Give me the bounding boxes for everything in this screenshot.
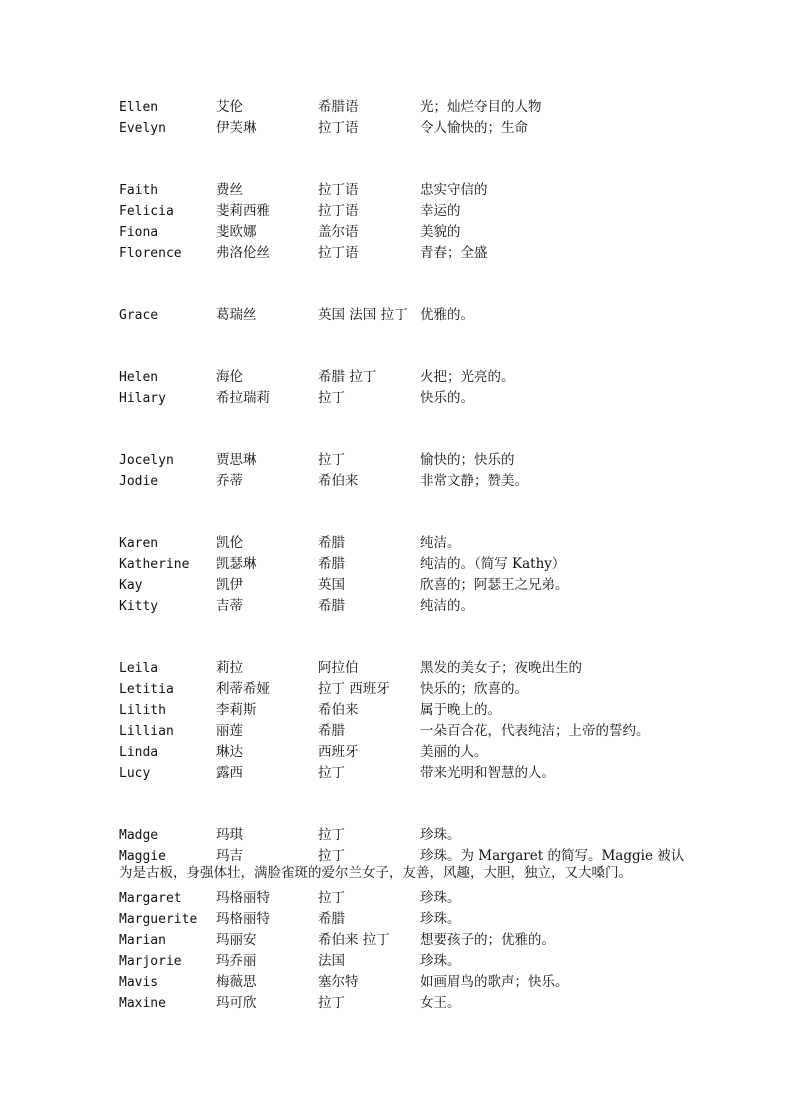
english-name: Leila: [119, 661, 159, 676]
chinese-name: 丽莲: [216, 723, 243, 739]
maggie-meaning-continuation: 为是古板，身强体壮，满脸雀斑的爱尔兰女子，友善，风趣，大胆，独立，又大嗓门。: [119, 865, 632, 881]
english-name: Evelyn: [119, 121, 166, 136]
chinese-name: 吉蒂: [216, 598, 243, 614]
english-name: Katherine: [119, 557, 190, 572]
name-meaning: 想要孩子的；优雅的。: [420, 932, 555, 948]
name-entry-row: [119, 118, 679, 139]
chinese-name: 斐欧娜: [216, 224, 257, 240]
name-origin: 希伯来 拉丁: [318, 932, 390, 948]
chinese-name: 葛瑞丝: [216, 307, 257, 323]
english-name: Kay: [119, 578, 143, 593]
name-meaning: 火把；光亮的。: [420, 369, 515, 385]
name-origin: 法国: [318, 953, 345, 969]
name-entry-row: [119, 305, 679, 326]
chinese-name: 海伦: [216, 369, 243, 385]
name-meaning: 快乐的；欣喜的。: [420, 681, 528, 697]
chinese-name: 玛可欣: [216, 995, 257, 1011]
chinese-name: 利蒂希娅: [216, 681, 270, 697]
name-meaning: 带来光明和智慧的人。: [420, 765, 555, 781]
chinese-name: 弗洛伦丝: [216, 245, 270, 261]
name-meaning: 属于晚上的。: [420, 702, 501, 718]
name-meaning: 美丽的人。: [420, 744, 488, 760]
name-entry-row: [119, 97, 679, 118]
name-origin: 希腊语: [318, 99, 359, 115]
name-entry-row: [119, 742, 679, 763]
english-name: Marian: [119, 933, 166, 948]
english-name: Florence: [119, 246, 182, 261]
english-name: Grace: [119, 308, 159, 323]
name-meaning: 纯洁的。: [420, 598, 474, 614]
name-origin: 拉丁: [318, 890, 345, 906]
english-name: Fiona: [119, 225, 159, 240]
name-entry-row: [119, 679, 679, 700]
name-entry-row: [119, 909, 679, 930]
name-entry-row: [119, 180, 679, 201]
english-name: Kitty: [119, 599, 159, 614]
english-name: Letitia: [119, 682, 174, 697]
chinese-name: 凯瑟琳: [216, 556, 257, 572]
name-origin: 英国: [318, 577, 345, 593]
chinese-name: 斐莉西雅: [216, 203, 270, 219]
name-entry-row: [119, 471, 679, 492]
chinese-name: 玛格丽特: [216, 890, 270, 906]
name-meaning: 珍珠。: [420, 890, 461, 906]
name-meaning: 纯洁。: [420, 535, 461, 551]
name-origin: 希腊: [318, 556, 345, 572]
name-origin: 西班牙: [318, 744, 359, 760]
name-origin: 拉丁语: [318, 182, 359, 198]
english-name: Jodie: [119, 474, 159, 489]
name-origin: 塞尔特: [318, 974, 359, 990]
name-meaning: 女王。: [420, 995, 461, 1011]
name-meaning: 光；灿烂夺目的人物: [420, 99, 542, 115]
name-origin: 希伯来: [318, 473, 359, 489]
chinese-name: 梅薇思: [216, 974, 257, 990]
chinese-name: 希拉瑞莉: [216, 390, 270, 406]
name-origin: 拉丁语: [318, 203, 359, 219]
english-name: Maggie: [119, 849, 166, 864]
name-meaning: 一朵百合花，代表纯洁；上帝的誓约。: [420, 723, 650, 739]
name-entry-row: [119, 367, 679, 388]
name-meaning: 青春；全盛: [420, 245, 488, 261]
name-origin: 拉丁: [318, 765, 345, 781]
name-meaning: 优雅的。: [420, 307, 474, 323]
name-meaning: 愉快的；快乐的: [420, 452, 515, 468]
name-entry-row: [119, 575, 679, 596]
english-name: Marguerite: [119, 912, 198, 927]
name-meaning: 欣喜的；阿瑟王之兄弟。: [420, 577, 569, 593]
name-origin: 希腊: [318, 535, 345, 551]
english-name: Linda: [119, 745, 159, 760]
chinese-name: 琳达: [216, 744, 243, 760]
name-origin: 拉丁 西班牙: [318, 681, 390, 697]
name-entry-row: [119, 222, 679, 243]
name-origin: 阿拉伯: [318, 660, 359, 676]
name-entry-row: [119, 930, 679, 951]
name-origin: 英国 法国 拉丁: [318, 307, 408, 323]
name-origin: 盖尔语: [318, 224, 359, 240]
name-entry-row: [119, 450, 679, 471]
name-origin: 希腊: [318, 723, 345, 739]
chinese-name: 玛乔丽: [216, 953, 257, 969]
name-meaning: 非常文静；赞美。: [420, 473, 528, 489]
chinese-name: 伊芙琳: [216, 120, 257, 136]
name-meaning: 忠实守信的: [420, 182, 488, 198]
english-name: Ellen: [119, 100, 159, 115]
english-name: Lillian: [119, 724, 174, 739]
name-entry-row: [119, 201, 679, 222]
name-origin: 希腊: [318, 911, 345, 927]
name-entry-row: [119, 596, 679, 617]
name-entry-row: [119, 388, 679, 409]
name-origin: 希腊: [318, 598, 345, 614]
english-name: Lilith: [119, 703, 166, 718]
chinese-name: 艾伦: [216, 99, 243, 115]
english-name: Faith: [119, 183, 159, 198]
name-origin: 拉丁: [318, 390, 345, 406]
name-entry-row: [119, 888, 679, 909]
name-meaning: 快乐的。: [420, 390, 474, 406]
name-entry-row: [119, 533, 679, 554]
english-name: Marjorie: [119, 954, 182, 969]
name-entry-row: [119, 554, 679, 575]
name-meaning: 珍珠。: [420, 911, 461, 927]
chinese-name: 玛丽安: [216, 932, 257, 948]
name-origin: 希伯来: [318, 702, 359, 718]
name-origin: 拉丁语: [318, 245, 359, 261]
english-name: Mavis: [119, 975, 159, 990]
english-name: Felicia: [119, 204, 174, 219]
chinese-name: 莉拉: [216, 660, 243, 676]
english-name: Jocelyn: [119, 453, 174, 468]
english-name: Madge: [119, 828, 159, 843]
name-origin: 希腊 拉丁: [318, 369, 377, 385]
english-name: Karen: [119, 536, 159, 551]
name-meaning: 如画眉鸟的歌声；快乐。: [420, 974, 569, 990]
name-meaning: 纯洁的。（简写 Kathy）: [420, 556, 566, 572]
chinese-name: 乔蒂: [216, 473, 243, 489]
name-meaning: 美貌的: [420, 224, 461, 240]
english-name: Hilary: [119, 391, 166, 406]
chinese-name: 李莉斯: [216, 702, 257, 718]
chinese-name: 玛格丽特: [216, 911, 270, 927]
name-origin: 拉丁: [318, 848, 345, 864]
name-meaning: 珍珠。: [420, 953, 461, 969]
chinese-name: 露西: [216, 765, 243, 781]
chinese-name: 费丝: [216, 182, 243, 198]
name-entry-row: [119, 825, 679, 846]
name-entry-row: [119, 721, 679, 742]
chinese-name: 玛吉: [216, 848, 243, 864]
name-entry-row: [119, 763, 679, 784]
english-name: Lucy: [119, 766, 151, 781]
name-origin: 拉丁: [318, 995, 345, 1011]
chinese-name: 贾思琳: [216, 452, 257, 468]
name-meaning: 珍珠。为 Margaret 的简写。Maggie 被认: [420, 848, 685, 864]
name-meaning: 珍珠。: [420, 827, 461, 843]
name-meaning: 令人愉快的；生命: [420, 120, 528, 136]
chinese-name: 凯伦: [216, 535, 243, 551]
english-name: Helen: [119, 370, 159, 385]
name-meaning: 黑发的美女子；夜晚出生的: [420, 660, 582, 676]
chinese-name: 玛琪: [216, 827, 243, 843]
name-entry-row: [119, 700, 679, 721]
name-entry-row: [119, 658, 679, 679]
name-origin: 拉丁: [318, 452, 345, 468]
name-origin: 拉丁语: [318, 120, 359, 136]
name-entry-row: [119, 951, 679, 972]
name-entry-row: [119, 993, 679, 1014]
english-name: Maxine: [119, 996, 166, 1011]
name-origin: 拉丁: [318, 827, 345, 843]
english-name: Margaret: [119, 891, 182, 906]
name-meaning: 幸运的: [420, 203, 461, 219]
name-entry-row: [119, 243, 679, 264]
name-entry-row: [119, 972, 679, 993]
chinese-name: 凯伊: [216, 577, 243, 593]
